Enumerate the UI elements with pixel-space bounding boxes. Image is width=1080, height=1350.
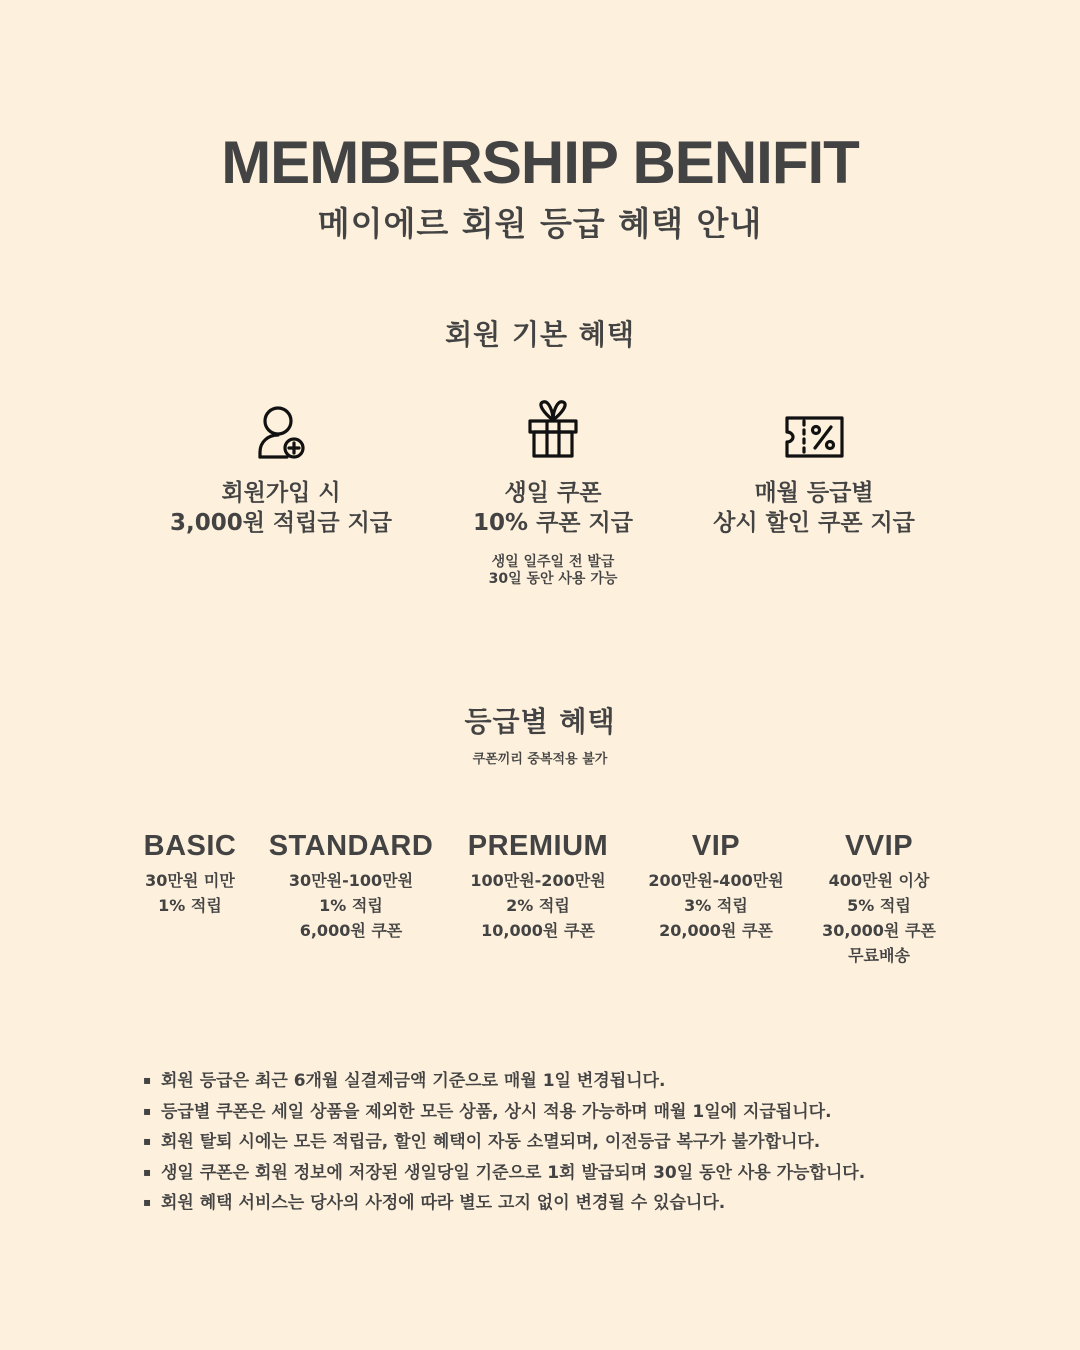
grade-line: 2% 적립 bbox=[506, 896, 570, 915]
benefit-note-line: 생일 일주일 전 발급 bbox=[491, 554, 615, 570]
grade-line: 100만원-200만원 bbox=[470, 871, 606, 890]
grade-name: VIP bbox=[691, 830, 741, 862]
grade-name: VVIP bbox=[844, 830, 914, 862]
grade-line: 1% 적립 bbox=[158, 896, 222, 915]
grade-line: 5% 적립 bbox=[847, 896, 911, 915]
benefit-note bbox=[383, 554, 723, 588]
note-item bbox=[143, 1097, 1003, 1128]
grade-name: BASIC bbox=[143, 830, 237, 862]
grade-line: 무료배송 bbox=[848, 946, 910, 965]
grade-line: 30만원-100만원 bbox=[288, 871, 414, 890]
benefit-line: 상시 할인 쿠폰 지급 bbox=[713, 510, 915, 536]
benefit-line: 10% 쿠폰 지급 bbox=[473, 510, 633, 536]
grade-benefits-note: 쿠폰끼리 중복적용 불가 bbox=[472, 752, 608, 767]
notes-list bbox=[143, 1066, 1003, 1219]
grade-line: 30만원 미만 bbox=[145, 871, 235, 890]
grade-line: 20,000원 쿠폰 bbox=[659, 921, 773, 940]
bullet-icon: ▪ bbox=[143, 1103, 152, 1118]
grade-line: 1% 적립 bbox=[319, 896, 383, 915]
basic-benefits-title: 회원 기본 혜택 bbox=[445, 318, 635, 351]
benefit-line: 회원가입 시 bbox=[221, 480, 341, 506]
bullet-icon: ▪ bbox=[143, 1073, 152, 1087]
benefit-note-line: 30일 동안 사용 가능 bbox=[488, 571, 618, 587]
benefit-line: 3,000원 적립금 지급 bbox=[169, 510, 393, 536]
grade-name: PREMIUM bbox=[467, 830, 609, 862]
note-text: 생일 쿠폰은 회원 정보에 저장된 생일당일 기준으로 1회 발급되며 30일 동안 사용 가능합니다. bbox=[161, 1162, 866, 1183]
grade-line: 30,000원 쿠폰 bbox=[822, 921, 936, 940]
grade-line: 400만원 이상 bbox=[828, 871, 930, 890]
grade-line: 6,000원 쿠폰 bbox=[299, 921, 403, 940]
gift-icon bbox=[523, 398, 583, 458]
benefit-line: 생일 쿠폰 bbox=[504, 480, 602, 506]
note-item bbox=[143, 1158, 1003, 1189]
grade-basic bbox=[110, 826, 270, 918]
note-item bbox=[143, 1066, 1003, 1097]
page-subtitle: 메이에르 회원 등급 혜택 안내 bbox=[317, 204, 763, 243]
benefit-monthly bbox=[644, 478, 984, 538]
bullet-icon: ▪ bbox=[143, 1195, 152, 1209]
grade-benefits-title: 등급별 혜택 bbox=[464, 705, 616, 738]
user-plus-icon bbox=[250, 402, 310, 462]
note-text: 등급별 쿠폰은 세일 상품을 제외한 모든 상품, 상시 적용 가능하며 매월 1일에 지급됩니다. bbox=[161, 1101, 832, 1122]
grade-premium bbox=[449, 826, 627, 943]
grade-standard bbox=[266, 826, 436, 943]
grade-line: 3% 적립 bbox=[684, 896, 748, 915]
note-text: 회원 등급은 최근 6개월 실결제금액 기준으로 매월 1일 변경됩니다. bbox=[161, 1071, 666, 1091]
percent-coupon-icon bbox=[784, 408, 844, 468]
grade-vvip bbox=[805, 826, 953, 968]
note-item bbox=[143, 1127, 1003, 1158]
grade-name: STANDARD bbox=[268, 830, 434, 862]
grade-line: 200만원-400만원 bbox=[648, 871, 784, 890]
bullet-icon: ▪ bbox=[143, 1164, 152, 1179]
note-item bbox=[143, 1188, 1003, 1219]
benefit-line: 매월 등급별 bbox=[754, 480, 874, 506]
bullet-icon: ▪ bbox=[143, 1134, 152, 1148]
note-text: 회원 탈퇴 시에는 모든 적립금, 할인 혜택이 자동 소멸되며, 이전등급 복구가 불가합니다. bbox=[161, 1132, 821, 1152]
note-text: 회원 혜택 서비스는 당사의 사정에 따라 별도 고지 없이 변경될 수 있습니다. bbox=[161, 1193, 726, 1213]
page-title: MEMBERSHIP BENIFIT bbox=[221, 129, 859, 196]
grade-vip bbox=[627, 826, 805, 943]
grade-line: 10,000원 쿠폰 bbox=[481, 921, 595, 940]
